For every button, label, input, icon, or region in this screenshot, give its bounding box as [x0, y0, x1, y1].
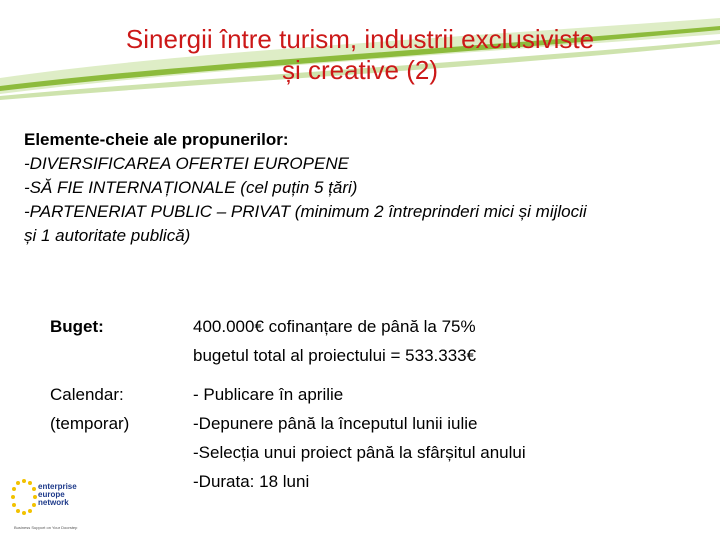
- calendar-line: -Selecția unui proiect până la sfârșitul anului: [193, 443, 526, 462]
- calendar-line: -Durata: 18 luni: [193, 472, 310, 491]
- budget-line: bugetul total al proiectului = 533.333€: [193, 346, 477, 365]
- eu-star-circle-icon: [10, 477, 38, 521]
- slide-title-line1: Sinergii între turism, industrii exclusiviste: [125, 24, 595, 54]
- slide-title: [20, 24, 700, 86]
- budget-line: 400.000€ cofinanțare de până la 75%: [193, 317, 476, 336]
- calendar-label: [50, 380, 185, 438]
- calendar-line: -Depunere până la începutul lunii iulie: [193, 414, 478, 433]
- key-element-item: și 1 autoritate publică): [24, 226, 191, 245]
- logo-word: enterprise: [38, 482, 77, 491]
- key-element-item: -SĂ FIE INTERNAȚIONALE (cel puțin 5 țări): [24, 178, 358, 197]
- enterprise-europe-network-logo: [10, 475, 82, 533]
- logo-tagline: Business Support on Your Doorstep: [14, 525, 78, 530]
- logo-word: network: [38, 498, 69, 507]
- calendar-label-line2: (temporar): [50, 414, 130, 433]
- calendar-label-line1: Calendar:: [50, 385, 124, 404]
- key-element-item: -PARTENERIAT PUBLIC – PRIVAT (minimum 2 întreprinderi mici și mijlocii: [24, 202, 587, 221]
- key-elements-heading: Elemente-cheie ale propunerilor:: [24, 130, 289, 149]
- key-elements-section: [24, 128, 714, 248]
- calendar-value: [193, 380, 713, 496]
- logo-wordmark: [38, 483, 77, 507]
- slide-title-line2: și creative (2): [281, 55, 439, 85]
- budget-label: Buget:: [50, 317, 104, 336]
- calendar-line: - Publicare în aprilie: [193, 385, 344, 404]
- logo-word: europe: [38, 490, 65, 499]
- key-element-item: -DIVERSIFICAREA OFERTEI EUROPENE: [24, 154, 349, 173]
- budget-value: [193, 312, 713, 370]
